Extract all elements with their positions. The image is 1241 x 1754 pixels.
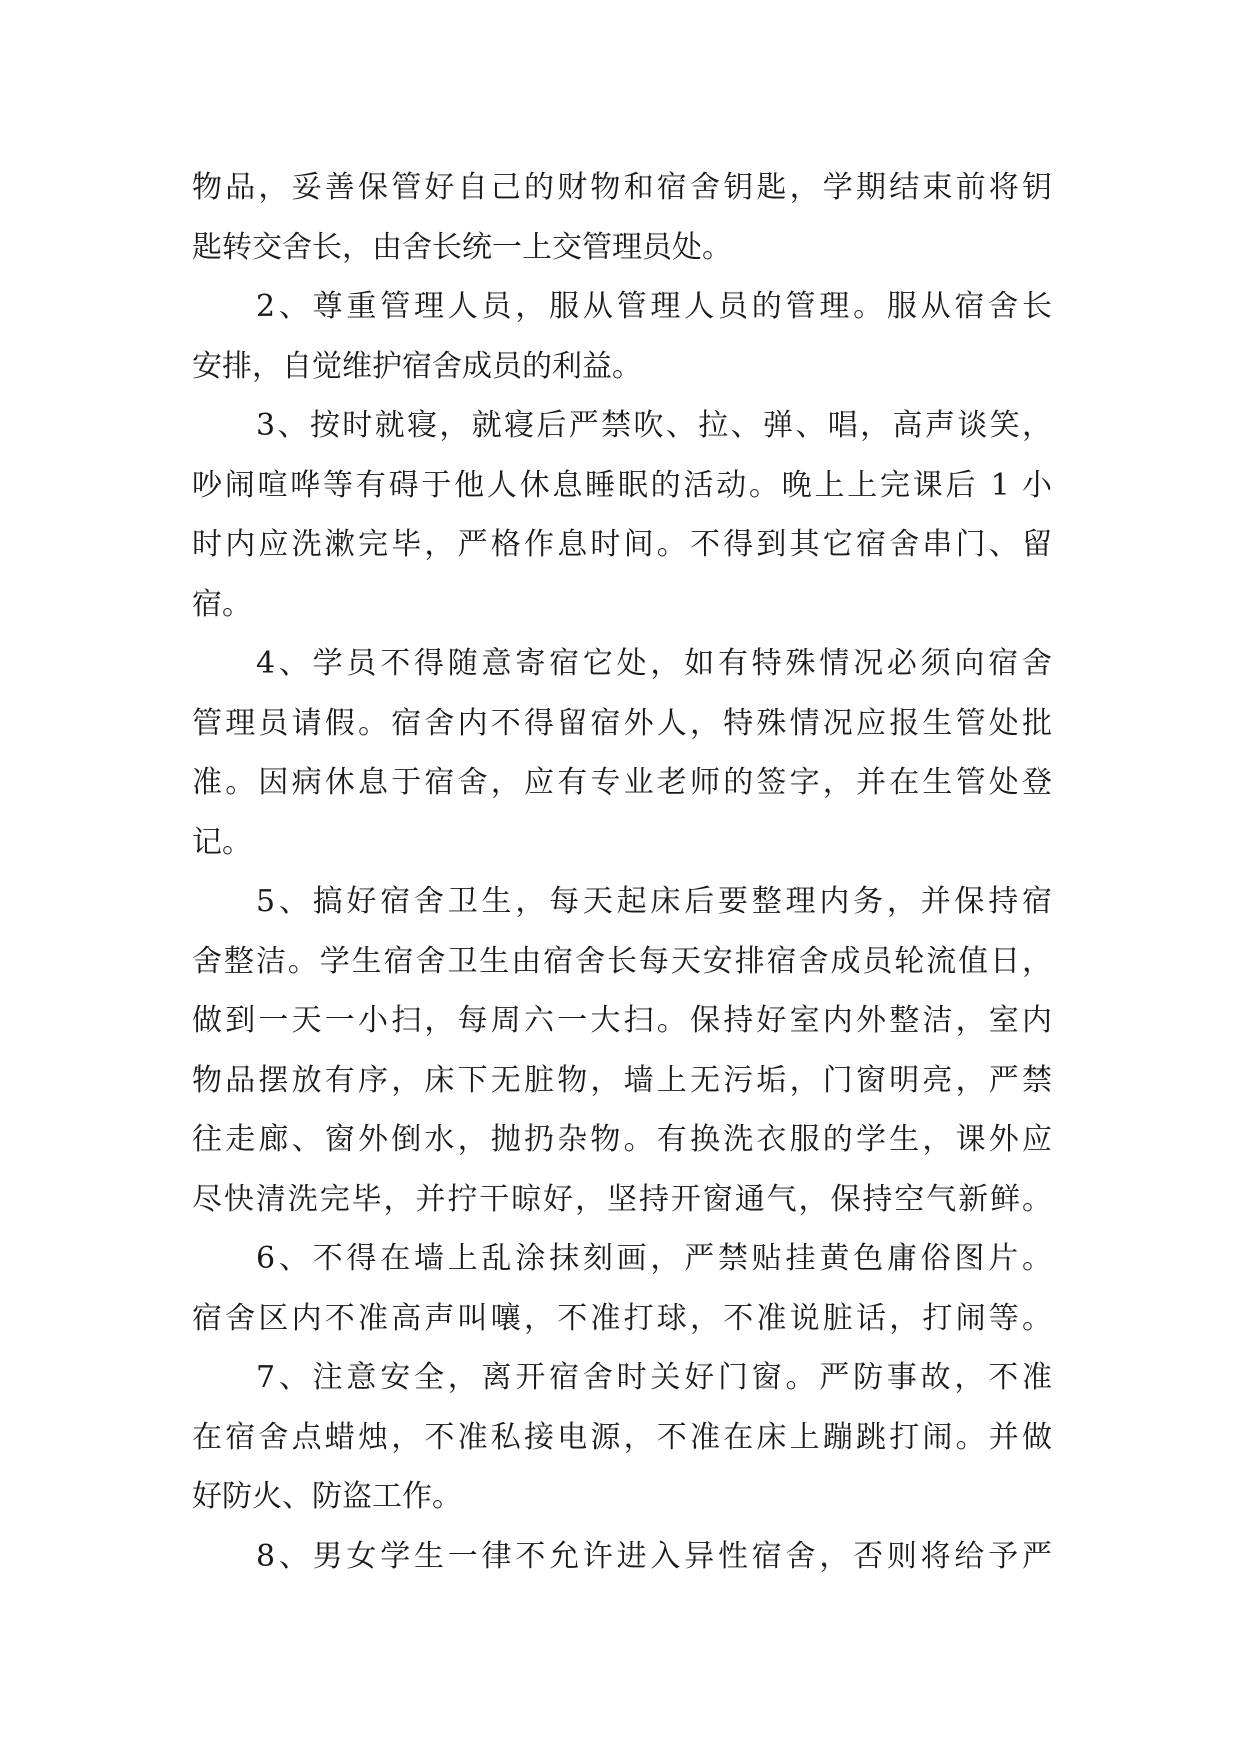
rule-3-line: 3、按时就寝，就寝后严禁吹、拉、弹、唱，高声谈笑， [256, 408, 1052, 443]
rule-6-line: 6、不得在墙上乱涂抹刻画，严禁贴挂黄色庸俗图片。 [256, 1241, 1052, 1276]
text-line: 尽快清洗完毕，并拧干晾好，坚持开窗通气，保持空气新鲜。 [192, 1181, 1052, 1217]
text-line: 管理员请假。宿舍内不得留宿外人，特殊情况应报生管处批 [192, 705, 1052, 741]
text-line: 安排，自觉维护宿舍成员的利益。 [192, 348, 642, 384]
text-line: 时内应洗漱完毕，严格作息时间。不得到其它宿舍串门、留 [192, 527, 1052, 562]
rule-4-line: 4、学员不得随意寄宿它处，如有特殊情况必须向宿舍 [256, 646, 1052, 681]
rule-8-line: 8、男女学生一律不允许进入异性宿舍，否则将给予严 [256, 1538, 1052, 1574]
text-line: 物品摆放有序，床下无脏物，墙上无污垢，门窗明亮，严禁 [192, 1062, 1052, 1098]
rule-5-line: 5、搞好宿舍卫生，每天起床后要整理内务，并保持宿 [256, 884, 1052, 919]
text-line: 在宿舍点蜡烛，不准私接电源，不准在床上蹦跳打闹。并做 [192, 1419, 1052, 1455]
text-line: 匙转交舍长，由舍长统一上交管理员处。 [192, 229, 732, 265]
text-line: 准。因病休息于宿舍，应有专业老师的签字，并在生管处登 [192, 765, 1052, 800]
text-line: 舍整洁。学生宿舍卫生由宿舍长每天安排宿舍成员轮流值日， [192, 943, 1052, 979]
text-line: 宿。 [192, 586, 252, 622]
text-line: 宿舍区内不准高声叫嚷，不准打球，不准说脏话，打闹等。 [192, 1300, 1052, 1336]
document-body [192, 158, 1052, 1586]
rule-2-line: 2、尊重管理人员，服从管理人员的管理。服从宿舍长 [256, 289, 1052, 324]
text-line: 记。 [192, 824, 252, 860]
text-line: 物品，妥善保管好自己的财物和宿舍钥匙，学期结束前将钥 [192, 170, 1052, 205]
text-line: 好防火、防盗工作。 [192, 1479, 462, 1514]
text-line: 做到一天一小扫，每周六一大扫。保持好室内外整洁，室内 [192, 1003, 1052, 1038]
text-line: 往走廊、窗外倒水，抛扔杂物。有换洗衣服的学生，课外应 [192, 1122, 1052, 1157]
text-line: 吵闹喧哗等有碍于他人休息睡眠的活动。晚上上完课后 1 小 [192, 467, 1052, 503]
rule-7-line: 7、注意安全，离开宿舍时关好门窗。严防事故，不准 [256, 1360, 1052, 1395]
